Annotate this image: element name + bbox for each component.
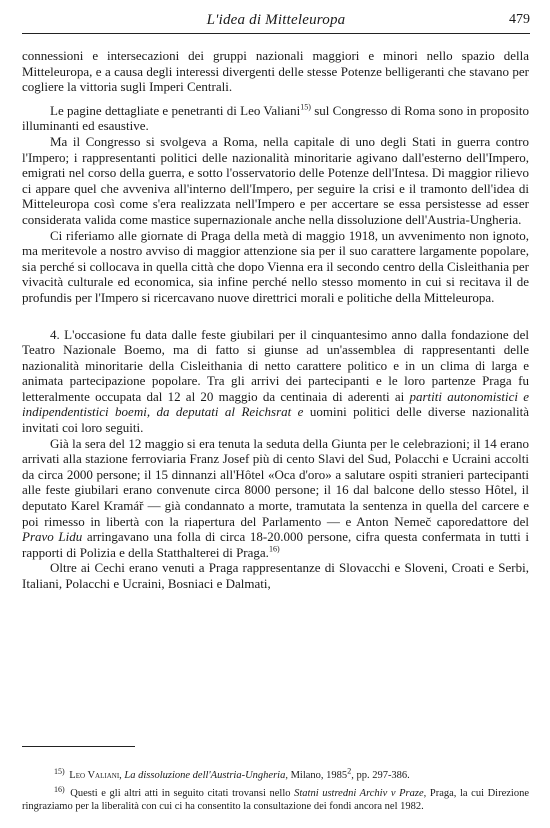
paragraph-2-rest: sul Congresso di Roma sono in proposito illuminanti ed esaustive.	[22, 102, 529, 134]
running-header	[22, 11, 530, 31]
page-number: 479	[509, 12, 530, 27]
footnote-tail: Praga, la cui Direzione ringraziamo per la liberalità con cui ci ha consentito la consultazione dei fondi ancora nel 1982.	[22, 788, 529, 812]
header-rule	[22, 33, 530, 34]
footnotes	[22, 766, 529, 813]
footnote-ref-15: 15)	[300, 102, 311, 112]
paragraph-5-text: 4. L'occasione fu data dalle feste giubilari per il cinquantesimo anno dalla fondazione del Teatro Nazionale Boemo, ma di fatto si giunse ad un'assemblea di rappresentanti delle nazionalità minoritarie della Cisleithania di netto carattere politico e in un clima di larga e animata partecipazione popolare. Tra gli arrivi dei partecipanti e le loro partenze Praga fu letteralmente occupata dal 12 al 20 maggio da centinaia di aderenti ai	[22, 326, 529, 404]
footnote-ref-16: 16)	[268, 544, 280, 554]
footnote-number: 15)	[54, 766, 65, 776]
footnote-title: La dissoluzione dell'Austria-Ungheria,	[124, 770, 288, 781]
paragraph-5-italic: partiti autonomistici e indipendentistici boemi, da deputati al Reichsrat e	[22, 388, 529, 420]
paragraph-6	[22, 436, 529, 561]
footnote-16	[22, 784, 529, 813]
paragraph-5	[22, 327, 529, 436]
paragraph-2	[22, 103, 529, 134]
footnote-rule	[22, 746, 135, 747]
footnote-text: Milano, 1985	[287, 770, 348, 781]
running-title: L'idea di Mitteleuropa	[206, 12, 346, 28]
paragraph-1: connessioni e intersecazioni dei gruppi nazionali maggiori e minori nello spazio della Mitteleuropa, e a causa degli interessi divergenti delle stesse Potenze belligeranti che stavano per cogliere la vittoria sugli Imperi Centrali.	[22, 48, 529, 95]
paragraph-4: Ci riferiamo alle giornate di Praga della metà di maggio 1918, un avvenimento non ignoto, ma meritevole a nostro avviso di maggior attenzione sia per il suo carattere largamente popolare, sia perché si collocava in quella città che dopo Vienna era il secondo centro della Cisleithania per vivacità culturale ed economica, sia infine perché nello stesso momento in cui si recitava il de profundis per l'Impero si ricercavano nuove direttrici morali e politiche della Mitteleuropa.	[22, 227, 529, 305]
archive-name: Statni ustredni Archiv v Praze,	[294, 788, 427, 800]
paragraph-2-text: Le pagine dettagliate e penetranti di Leo Valiani	[50, 102, 301, 118]
main-text	[22, 48, 529, 592]
paragraph-6-text: Già la sera del 12 maggio si era tenuta la seduta della Giunta per le celebrazioni; il 14 erano arrivati alla stazione ferroviaria Franz Josef più di cento Slavi del Sud, Polacchi e Ucraini accolti da circa 2000 persone; il 15 dinnanzi all'Hôtel «Oca d'oro» a salutare ospiti stranieri partecipanti alle feste giubilari erano convenute circa 8000 persone; il 16 dal balcone dello stesso Hôtel, il deputato Karel Kramář — già condannato a morte, tramutata la sentenza in quella del carcere e poi rimesso in libertà con la riapertura del Parlamento — e Anton Nemeč caporedattore del	[22, 435, 529, 529]
footnote-number: 16)	[54, 784, 65, 794]
edition-number: 2	[347, 766, 352, 776]
footnote-tail: , pp. 297-386.	[351, 770, 410, 781]
footnote-author: Leo Valiani,	[69, 770, 122, 781]
paragraph-7: Oltre ai Cechi erano venuti a Praga rappresentanze di Slovacchi e Sloveni, Croati e Serbi, Italiani, Polacchi e Ucraini, Bosniaci e Dalmati,	[22, 560, 529, 591]
footnote-text: Questi e gli altri atti in seguito citati trovansi nello	[70, 788, 295, 800]
newspaper-title: Pravo Lidu	[22, 529, 83, 545]
paragraph-5-rest: uomini politici delle diverse nazionalità invitati coi loro seguiti.	[22, 404, 530, 436]
paragraph-6-rest: arringavano una folla di circa 18-20.000 persone, cifra questa confermata in tutti i rapporti di Polizia e della Statthalterei di Praga.	[22, 529, 529, 560]
footnote-15	[22, 766, 529, 782]
paragraph-3: Ma il Congresso si svolgeva a Roma, nella capitale di uno degli Stati in guerra contro l'Impero; i rappresentanti politici delle nazionalità minoritarie agivano dall'esterno dell'Impero, emigrati nel corso della guerra, e sotto l'osservatorio delle Potenze dell'Intesa. Di maggior rilievo ci appare quel che avveniva all'interno dell'Impero, per seguire la crisi e il tramonto dell'idea di Mitteleuropa così come s'era realizzata nell'Impero e per accertare se essa persistesse ad esser considerata valida come mastice supernazionale anche nella dissoluzione dell'Austria-Ungheria.	[22, 133, 529, 227]
